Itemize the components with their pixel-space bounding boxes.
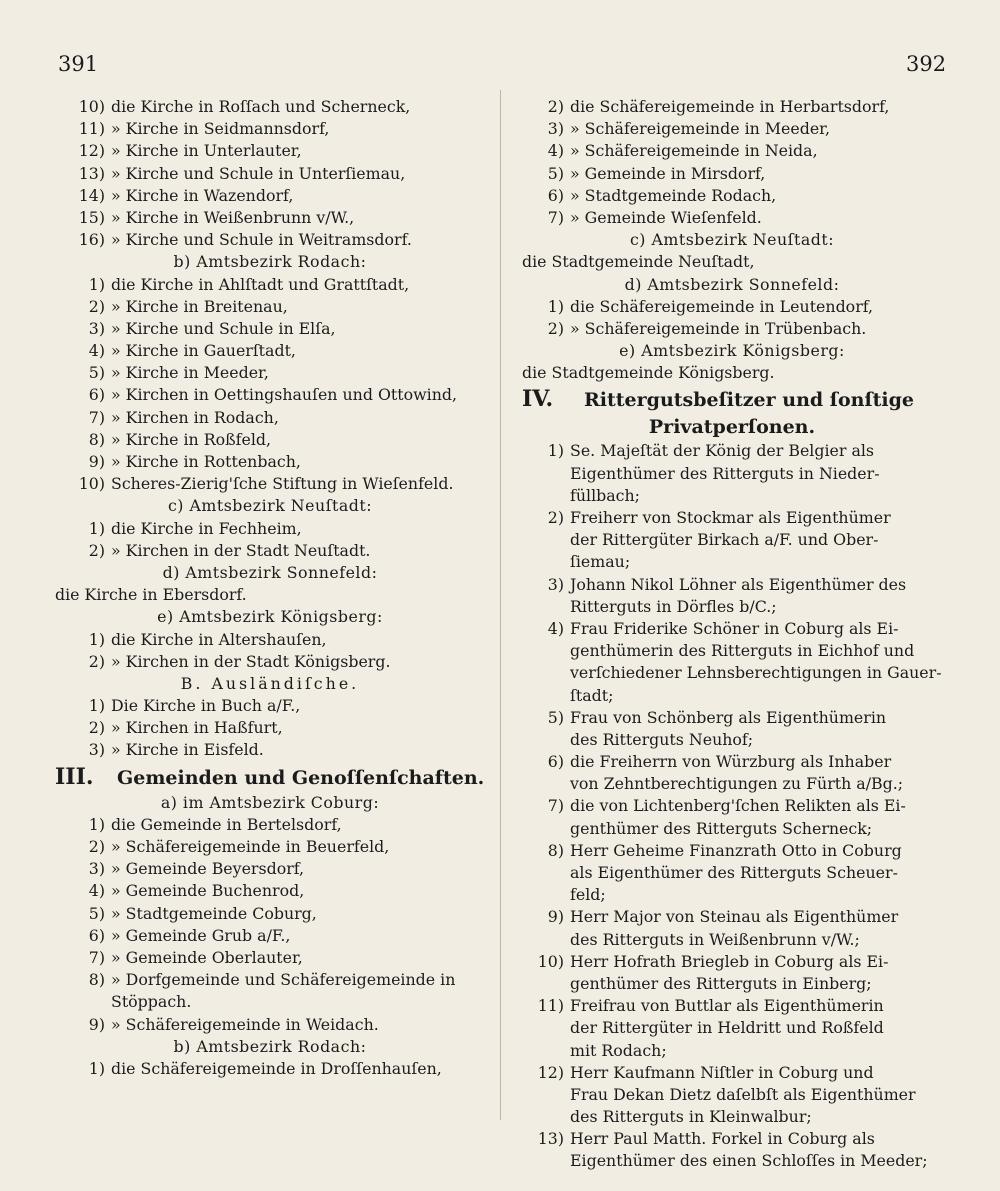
item-number: 7) [547, 796, 564, 816]
item-text: » Kirche in Weißenbrunn v/W., [111, 207, 355, 227]
list-item [55, 473, 485, 495]
item-number: 7) [88, 407, 105, 427]
item-text: » Kirche in Breitenau, [111, 296, 288, 316]
item-continuation: verſchiedener Lehnsberechtigungen in Gauer- [570, 663, 942, 683]
list-item [55, 717, 485, 739]
item-text: » Stadtgemeinde Rodach, [570, 185, 777, 205]
list-item [522, 1062, 942, 1084]
list-item [522, 1128, 942, 1150]
list-item [55, 629, 485, 651]
item-text: » Gemeinde Buchenrod, [111, 881, 305, 901]
item-number: 7) [547, 207, 564, 227]
list-item [522, 118, 942, 140]
section-heading [522, 384, 942, 414]
item-text: » Schäfereigemeinde in Weidach. [111, 1014, 379, 1034]
item-number: 3) [88, 318, 105, 338]
item-text: Herr Kaufmann Niſtler in Coburg und [570, 1062, 874, 1082]
list-item [55, 947, 485, 969]
item-text: » Gemeinde Oberlauter, [111, 947, 303, 967]
item-continuation: des Ritterguts Neuhof; [570, 729, 754, 749]
item-text: Die Kirche in Buch a/F., [111, 696, 301, 716]
list-item [55, 163, 485, 185]
list-item [55, 880, 485, 902]
item-number: 6) [547, 752, 564, 772]
item-text: » Kirche in Unterlauter, [111, 141, 302, 161]
item-continuation: feld; [570, 885, 606, 905]
item-number: 4) [547, 618, 564, 638]
item-number: 8) [88, 970, 105, 990]
item-number: 5) [88, 903, 105, 923]
list-item [55, 118, 485, 140]
section-heading [55, 762, 485, 792]
item-continuation: ſtadt; [570, 685, 614, 705]
subsection-heading: c) Amtsbezirk Neuſtadt: [629, 230, 835, 250]
item-text: » Kirchen in Oettingshauſen und Ottowind, [111, 385, 458, 405]
item-number: 2) [88, 296, 105, 316]
item-number: 2) [547, 508, 564, 527]
item-text: Frau von Schönberg als Eigenthümerin [570, 707, 887, 727]
list-item [522, 574, 942, 596]
plain-line: die Kirche in Ebersdorf. [55, 585, 247, 605]
item-text: » Kirche in Meeder, [111, 363, 269, 383]
item-number: 3) [88, 740, 105, 760]
list-item [55, 540, 485, 562]
list-item [55, 651, 485, 673]
item-number: 2) [88, 540, 105, 560]
item-number: 3) [88, 859, 105, 879]
item-text: die von Lichtenberg'ſchen Relikten als Ei- [570, 796, 906, 816]
item-number: 14) [78, 185, 105, 205]
item-continuation: füllbach; [570, 485, 640, 505]
item-number: 1) [88, 274, 105, 294]
item-text: Frau Friderike Schöner in Coburg als Ei- [570, 618, 899, 638]
list-item [55, 1014, 485, 1036]
list-item [55, 229, 485, 251]
item-number: 8) [88, 429, 105, 449]
item-number: 16) [78, 230, 105, 250]
list-item [522, 618, 942, 640]
item-continuation: Eigenthümer des einen Schloſſes in Meeder; [570, 1151, 928, 1171]
list-item [522, 440, 942, 462]
item-text: » Kirchen in Rodach, [111, 407, 279, 427]
list-item [522, 840, 942, 862]
item-number: 9) [547, 907, 564, 927]
item-text: » Kirche in Roßfeld, [111, 429, 272, 449]
item-text: die Schäfereigemeinde in Droſſenhauſen, [111, 1058, 442, 1078]
item-continuation: Stöppach. [111, 992, 192, 1012]
item-number: 1) [88, 696, 105, 716]
item-text: die Schäfereigemeinde in Herbartsdorf, [570, 97, 890, 116]
list-item [55, 96, 485, 118]
list-item [55, 296, 485, 318]
item-text: Johann Nikol Löhner als Eigenthümer des [570, 574, 907, 594]
section-title: Gemeinden und Genoſſenſchaften. [117, 766, 485, 789]
list-item [522, 140, 942, 162]
list-item [522, 507, 942, 529]
plain-line: die Stadtgemeinde Königsberg. [522, 363, 775, 383]
item-number: 10) [78, 474, 105, 494]
item-text: » Dorfgemeinde und Schäfereigemeinde in [111, 970, 456, 990]
item-number: 2) [88, 651, 105, 671]
item-text: » Kirche in Seidmannsdorf, [111, 119, 330, 139]
item-text: Scheres-Zierig'ſche Stiftung in Wieſenfeld. [111, 474, 454, 494]
item-continuation: Ritterguts in Dörfles b/C.; [570, 596, 777, 616]
item-number: 2) [88, 718, 105, 738]
list-item [522, 795, 942, 817]
subsection-heading: d) Amtsbezirk Sonnefeld: [624, 274, 840, 294]
item-number: 4) [547, 141, 564, 161]
item-text: Herr Paul Matth. Forkel in Coburg als [570, 1129, 875, 1149]
section-title-continued: Privatperſonen. [648, 416, 816, 439]
item-number: 9) [88, 452, 105, 471]
item-continuation: Eigenthümer des Ritterguts in Nieder- [570, 463, 880, 483]
item-text: Herr Geheime Finanzrath Otto in Coburg [570, 840, 902, 860]
item-text: » Kirche in Rottenbach, [111, 452, 301, 471]
item-text: die Schäfereigemeinde in Leutendorf, [570, 296, 874, 316]
list-item [522, 751, 942, 773]
list-item [55, 903, 485, 925]
subsection-heading: d) Amtsbezirk Sonnefeld: [162, 562, 378, 582]
subsection-heading: a) im Amtsbezirk Coburg: [160, 792, 380, 812]
list-item [55, 362, 485, 384]
item-number: 1) [88, 814, 105, 834]
item-text: » Schäfereigemeinde in Neida, [570, 141, 818, 161]
list-item [522, 163, 942, 185]
item-number: 13) [537, 1129, 564, 1149]
item-continuation: der Rittergüter in Heldritt und Roßfeld [570, 1018, 884, 1038]
item-number: 3) [547, 574, 564, 594]
list-item [55, 814, 485, 836]
item-continuation: als Eigenthümer des Ritterguts Scheuer- [570, 863, 898, 882]
item-text: » Kirche und Schule in Weitramsdorf. [111, 230, 412, 250]
page-number-right: 392 [906, 52, 947, 76]
item-text: » Gemeinde Beyersdorf, [111, 859, 305, 879]
list-item [55, 969, 485, 991]
item-text: die Kirche in Roſſach und Scherneck, [111, 97, 411, 116]
item-number: 1) [88, 1058, 105, 1078]
list-item [522, 995, 942, 1017]
right-column [522, 96, 942, 1173]
item-text: » Kirche und Schule in Elſa, [111, 318, 336, 338]
item-continuation: des Ritterguts in Kleinwalbur; [570, 1107, 812, 1127]
list-item [55, 518, 485, 540]
list-item [55, 340, 485, 362]
item-number: 9) [88, 1014, 105, 1034]
list-item [55, 384, 485, 406]
item-text: Freifrau von Buttlar als Eigenthümerin [570, 996, 884, 1016]
item-number: 10) [78, 97, 105, 116]
item-text: die Gemeinde in Bertelsdorf, [111, 814, 342, 834]
item-number: 2) [547, 318, 564, 338]
list-item [522, 207, 942, 229]
item-text: » Kirche in Eisfeld. [111, 740, 264, 760]
item-number: 10) [537, 951, 564, 971]
list-item [522, 906, 942, 928]
plain-line: die Stadtgemeinde Neuſtadt, [522, 252, 755, 272]
subsection-heading: B. Ausländiſche. [180, 673, 360, 693]
item-number: 4) [88, 881, 105, 901]
list-item [55, 274, 485, 296]
item-text: » Kirche in Gauerſtadt, [111, 341, 296, 361]
item-number: 1) [88, 518, 105, 538]
list-item [55, 318, 485, 340]
item-continuation: ſiemau; [570, 552, 631, 572]
list-item [55, 858, 485, 880]
item-text: die Kirche in Ahlſtadt und Grattſtadt, [111, 274, 410, 294]
item-text: die Kirche in Fechheim, [111, 518, 302, 538]
subsection-heading: e) Amtsbezirk Königsberg: [157, 607, 383, 627]
item-continuation: mit Rodach; [570, 1040, 667, 1060]
item-number: 6) [88, 385, 105, 405]
item-number: 13) [78, 163, 105, 183]
list-item [55, 407, 485, 429]
item-number: 1) [88, 629, 105, 649]
item-number: 1) [547, 441, 564, 461]
item-number: 5) [88, 363, 105, 383]
item-text: Se. Majeſtät der König der Belgier als [570, 441, 875, 461]
item-text: » Kirche und Schule in Unterſiemau, [111, 163, 406, 183]
item-number: 2) [88, 837, 105, 856]
list-item [522, 96, 942, 118]
item-number: 5) [547, 163, 564, 183]
list-item [55, 739, 485, 761]
item-continuation: von Zehntberechtigungen zu Fürth a/Bg.; [570, 774, 904, 794]
item-continuation: des Ritterguts in Weißenbrunn v/W.; [570, 929, 860, 949]
item-text: » Schäfereigemeinde in Beuerfeld, [111, 837, 390, 856]
item-number: 5) [547, 707, 564, 727]
item-continuation: der Rittergüter Birkach a/F. und Ober- [570, 530, 879, 550]
item-text: die Freiherrn von Würzburg als Inhaber [570, 752, 892, 772]
item-number: 1) [547, 296, 564, 316]
item-number: 2) [547, 97, 564, 116]
list-item [522, 318, 942, 340]
list-item [55, 140, 485, 162]
list-item [55, 429, 485, 451]
subsection-heading: b) Amtsbezirk Rodach: [173, 1036, 367, 1056]
list-item [522, 951, 942, 973]
item-text: » Kirchen in Haßfurt, [111, 718, 283, 738]
section-numeral: III. [55, 763, 94, 790]
item-text: » Gemeinde in Mirsdorf, [570, 163, 766, 183]
item-number: 11) [78, 119, 105, 139]
item-text: Herr Hofrath Briegleb in Coburg als Ei- [570, 951, 889, 971]
item-text: » Kirche in Wazendorf, [111, 185, 294, 205]
page-number-left: 391 [58, 52, 99, 76]
subsection-heading: b) Amtsbezirk Rodach: [173, 252, 367, 272]
item-number: 6) [88, 925, 105, 945]
list-item [55, 1058, 485, 1080]
list-item [522, 296, 942, 318]
item-continuation: genthümer des Ritterguts Scherneck; [570, 818, 873, 838]
item-text: » Kirchen in der Stadt Neuſtadt. [111, 540, 371, 560]
left-column [55, 96, 485, 1080]
item-text: » Gemeinde Grub a/F., [111, 925, 291, 945]
list-item [55, 185, 485, 207]
item-number: 8) [547, 840, 564, 860]
list-item [55, 207, 485, 229]
item-number: 12) [78, 141, 105, 161]
item-text: Freiherr von Stockmar als Eigenthümer [570, 508, 891, 527]
item-number: 6) [547, 185, 564, 205]
item-text: die Kirche in Altershauſen, [111, 629, 327, 649]
item-number: 4) [88, 341, 105, 361]
item-text: Herr Major von Steinau als Eigenthümer [570, 907, 899, 927]
list-item [55, 836, 485, 858]
list-item [522, 707, 942, 729]
column-divider [500, 90, 501, 1120]
list-item [55, 695, 485, 717]
item-number: 3) [547, 119, 564, 139]
list-item [55, 925, 485, 947]
subsection-heading: c) Amtsbezirk Neuſtadt: [167, 496, 373, 516]
item-text: » Schäfereigemeinde in Meeder, [570, 119, 831, 139]
item-continuation: genthümerin des Ritterguts in Eichhof und [570, 641, 915, 661]
section-numeral: IV. [522, 386, 554, 413]
item-number: 7) [88, 947, 105, 967]
item-text: » Stadtgemeinde Coburg, [111, 903, 317, 923]
item-continuation: Frau Dekan Dietz daſelbſt als Eigenthümer [570, 1084, 916, 1104]
item-number: 11) [537, 996, 564, 1016]
item-number: 15) [78, 207, 105, 227]
section-title: Rittergutsbeſitzer und ſonſtige [584, 389, 915, 412]
item-continuation: genthümer des Ritterguts in Einberg; [570, 973, 872, 993]
item-number: 12) [537, 1062, 564, 1082]
subsection-heading: e) Amtsbezirk Königsberg: [619, 341, 845, 361]
list-item [522, 185, 942, 207]
item-text: » Gemeinde Wieſenfeld. [570, 207, 762, 227]
item-text: » Kirchen in der Stadt Königsberg. [111, 651, 391, 671]
item-text: » Schäfereigemeinde in Trübenbach. [570, 318, 867, 338]
list-item [55, 451, 485, 473]
